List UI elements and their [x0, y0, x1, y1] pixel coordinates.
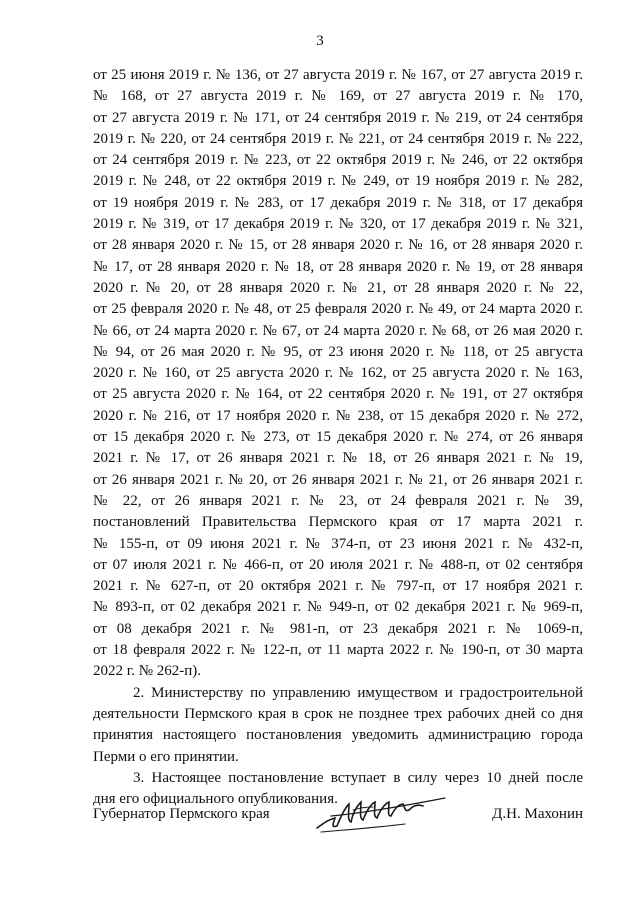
text-line: от 25 июня 2019 г. № 136, от 27 августа 2019 г. № 167, от 27 августа 2019 г.	[93, 67, 583, 83]
paragraph-2-line: деятельности Пермского края в срок не позднее трех рабочих дней со дня	[93, 705, 583, 722]
text-line: 2021 г. № 17, от 26 января 2021 г. № 18, от 26 января 2021 г. № 19,	[93, 450, 583, 467]
paragraph-3-line: 3. Настоящее постановление вступает в силу через 10 дней после	[133, 769, 583, 786]
text-line: № 155-п, от 09 июня 2021 г. № 374-п, от 23 июня 2021 г. № 432-п,	[93, 535, 583, 552]
page-number: 3	[316, 33, 324, 49]
text-line: от 19 ноября 2019 г. № 283, от 17 декабря 2019 г. № 318, от 17 декабря	[93, 194, 583, 211]
signatory-title: Губернатор Пермского края	[93, 806, 270, 822]
paragraph-2-line: принятия настоящего постановления уведомить администрацию города	[93, 727, 583, 744]
text-line: от 24 сентября 2019 г. № 223, от 22 октября 2019 г. № 246, от 22 октября	[93, 152, 583, 169]
text-line: 2020 г. № 216, от 17 ноября 2020 г. № 238, от 15 декабря 2020 г. № 272,	[93, 407, 583, 424]
text-line: от 25 февраля 2020 г. № 48, от 25 февраля 2020 г. № 49, от 24 марта 2020 г.	[93, 301, 583, 318]
text-line: 2019 г. № 248, от 22 октября 2019 г. № 249, от 19 ноября 2019 г. № 282,	[93, 173, 583, 190]
text-line: от 18 февраля 2022 г. № 122-п, от 11 марта 2022 г. № 190-п, от 30 марта	[93, 642, 583, 659]
text-line: 2021 г. № 627-п, от 20 октября 2021 г. № 797-п, от 17 ноября 2021 г.	[93, 578, 583, 595]
text-line: от 15 декабря 2020 г. № 273, от 15 декабря 2020 г. № 274, от 26 января	[93, 429, 583, 446]
text-line: № 17, от 28 января 2020 г. № 18, от 28 января 2020 г. № 19, от 28 января	[93, 258, 583, 275]
text-line: от 07 июля 2021 г. № 466-п, от 20 июля 2021 г. № 488-п, от 02 сентября	[93, 556, 583, 573]
text-line: от 25 августа 2020 г. № 164, от 22 сентября 2020 г. № 191, от 27 октября	[93, 386, 583, 403]
text-line: № 66, от 24 марта 2020 г. № 67, от 24 марта 2020 г. № 68, от 26 мая 2020 г.	[93, 322, 583, 339]
text-line: № 94, от 26 мая 2020 г. № 95, от 23 июня 2020 г. № 118, от 25 августа	[93, 343, 583, 360]
text-line: № 22, от 26 января 2021 г. № 23, от 24 февраля 2021 г. № 39,	[93, 492, 583, 509]
text-line: 2020 г. № 20, от 28 января 2020 г. № 21, от 28 января 2020 г. № 22,	[93, 279, 583, 296]
text-line: постановлений Правительства Пермского края от 17 марта 2021 г.	[93, 514, 583, 531]
paragraph-2-line: Перми о его принятии.	[93, 748, 239, 765]
text-line: 2019 г. № 220, от 24 сентября 2019 г. № 221, от 24 сентября 2019 г. № 222,	[93, 130, 583, 147]
paragraph-3-line: дня его официального опубликования.	[93, 791, 338, 808]
text-line: № 893-п, от 02 декабря 2021 г. № 949-п, от 02 декабря 2021 г. № 969-п,	[93, 599, 583, 616]
text-line: от 26 января 2021 г. № 20, от 26 января 2021 г. № 21, от 26 января 2021 г.	[93, 471, 583, 488]
handwritten-signature	[313, 794, 453, 838]
text-line: 2022 г. № 262-п).	[93, 663, 202, 680]
text-line: 2020 г. № 160, от 25 августа 2020 г. № 162, от 25 августа 2020 г. № 163,	[93, 365, 583, 382]
signature-block	[93, 798, 583, 838]
text-line: 2019 г. № 319, от 17 декабря 2019 г. № 320, от 17 декабря 2019 г. № 321,	[93, 216, 583, 233]
text-line: от 08 декабря 2021 г. № 981-п, от 23 декабря 2021 г. № 1069-п,	[93, 620, 583, 637]
paragraph-2-line: 2. Министерству по управлению имуществом и градостроительной	[133, 684, 583, 701]
text-line: от 28 января 2020 г. № 15, от 28 января 2020 г. № 16, от 28 января 2020 г.	[93, 237, 583, 254]
signatory-name: Д.Н. Махонин	[492, 806, 583, 822]
text-line: от 27 августа 2019 г. № 171, от 24 сентября 2019 г. № 219, от 24 сентября	[93, 109, 583, 126]
document-body	[93, 65, 583, 810]
text-line: № 168, от 27 августа 2019 г. № 169, от 27 августа 2019 г. № 170,	[93, 88, 583, 105]
